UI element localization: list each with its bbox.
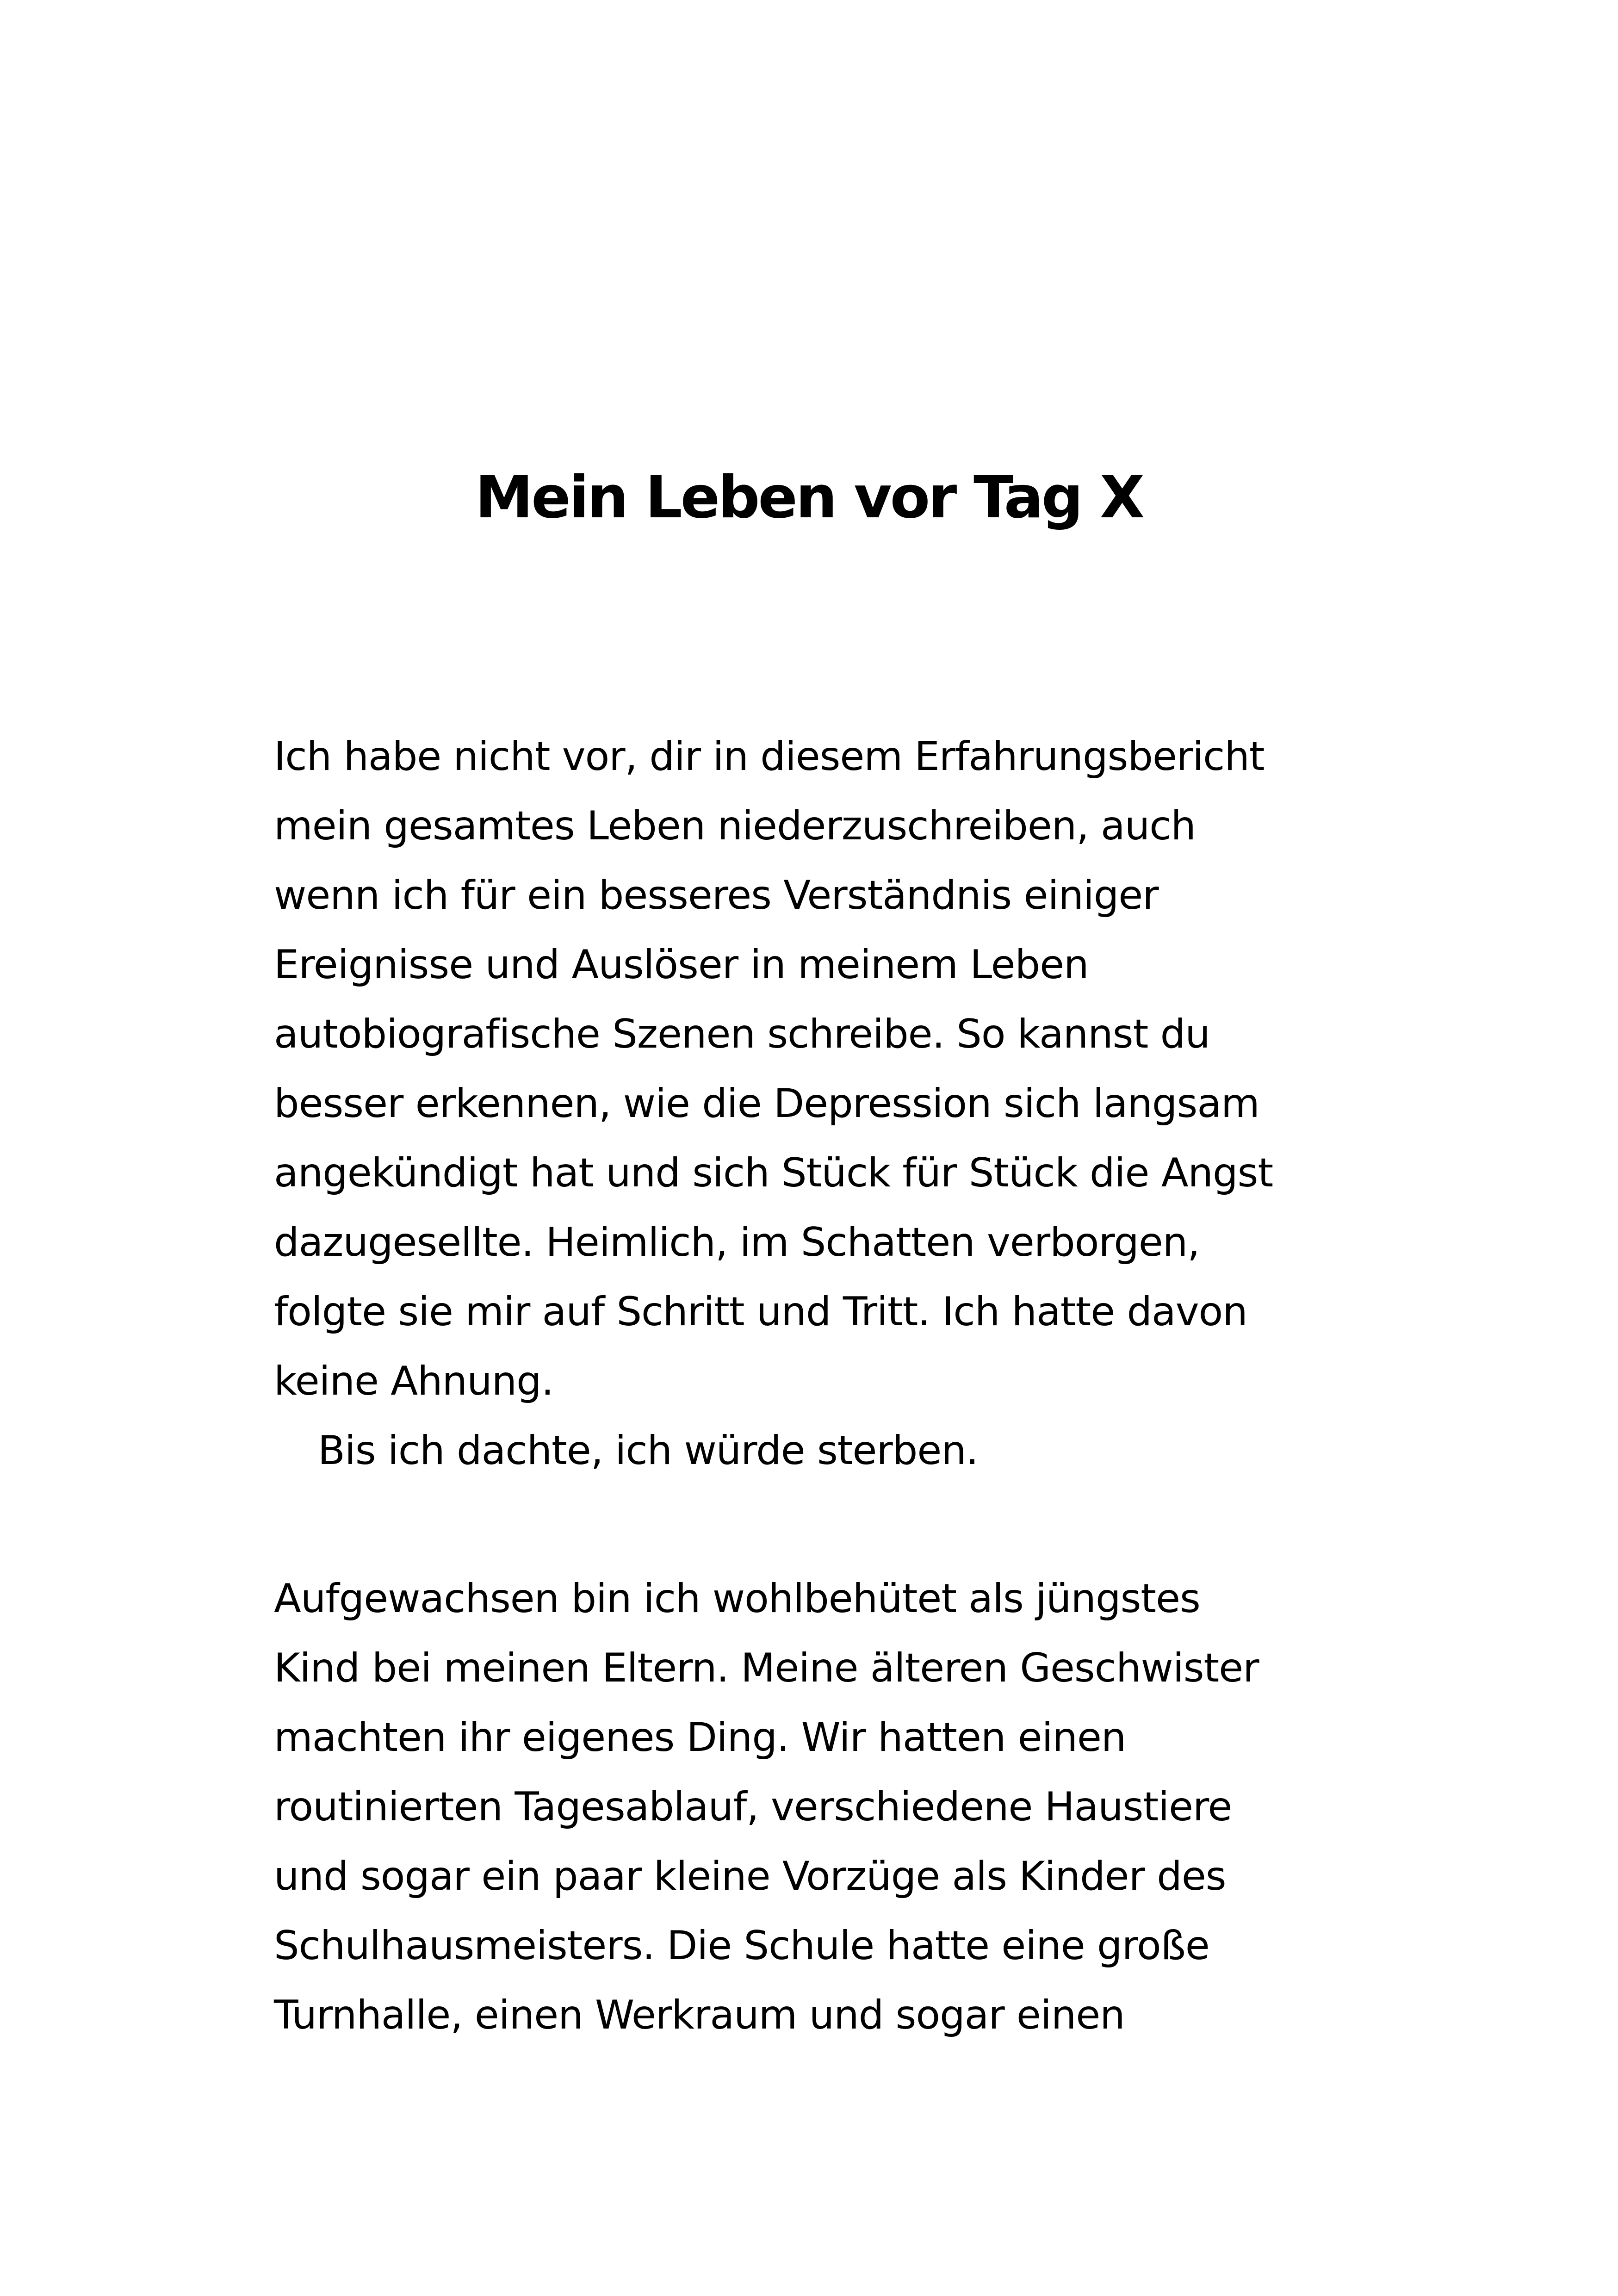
text-line: besser erkennen, wie die Depression sich langsam	[274, 1080, 1259, 1127]
chapter-title: Mein Leben vor Tag X	[475, 463, 1143, 531]
text-line: Kind bei meinen Eltern. Meine älteren Geschwister	[274, 1645, 1259, 1691]
text-line: Ereignisse und Auslöser in meinem Leben	[274, 942, 1089, 988]
text-line: machten ihr eigenes Ding. Wir hatten einen	[274, 1714, 1126, 1761]
text-line: wenn ich für ein besseres Verständnis einiger	[274, 872, 1159, 918]
paragraph-2	[274, 1564, 1384, 2050]
text-line: keine Ahnung.	[274, 1358, 554, 1404]
text-line: autobiografische Szenen schreibe. So kannst du	[274, 1011, 1210, 1057]
text-line: Schulhausmeisters. Die Schule hatte eine große	[274, 1923, 1209, 1969]
paragraph-1	[274, 722, 1384, 1485]
text-line: angekündigt hat und sich Stück für Stück die Angst	[274, 1150, 1273, 1196]
indented-text-line: Bis ich dachte, ich würde sterben.	[318, 1427, 979, 1474]
text-line: Aufgewachsen bin ich wohlbehütet als jüngstes	[274, 1576, 1200, 1622]
text-line: dazugesellte. Heimlich, im Schatten verborgen,	[274, 1219, 1200, 1266]
text-line: und sogar ein paar kleine Vorzüge als Kinder des	[274, 1853, 1226, 1899]
text-line: routinierten Tagesablauf, verschiedene Haustiere	[274, 1784, 1232, 1830]
text-line: Ich habe nicht vor, dir in diesem Erfahrungsbericht	[274, 733, 1265, 780]
text-line: folgte sie mir auf Schritt und Tritt. Ich hatte davon	[274, 1289, 1247, 1335]
text-line: mein gesamtes Leben niederzuschreiben, auch	[274, 803, 1196, 849]
text-line: Turnhalle, einen Werkraum und sogar einen	[274, 1992, 1125, 2038]
